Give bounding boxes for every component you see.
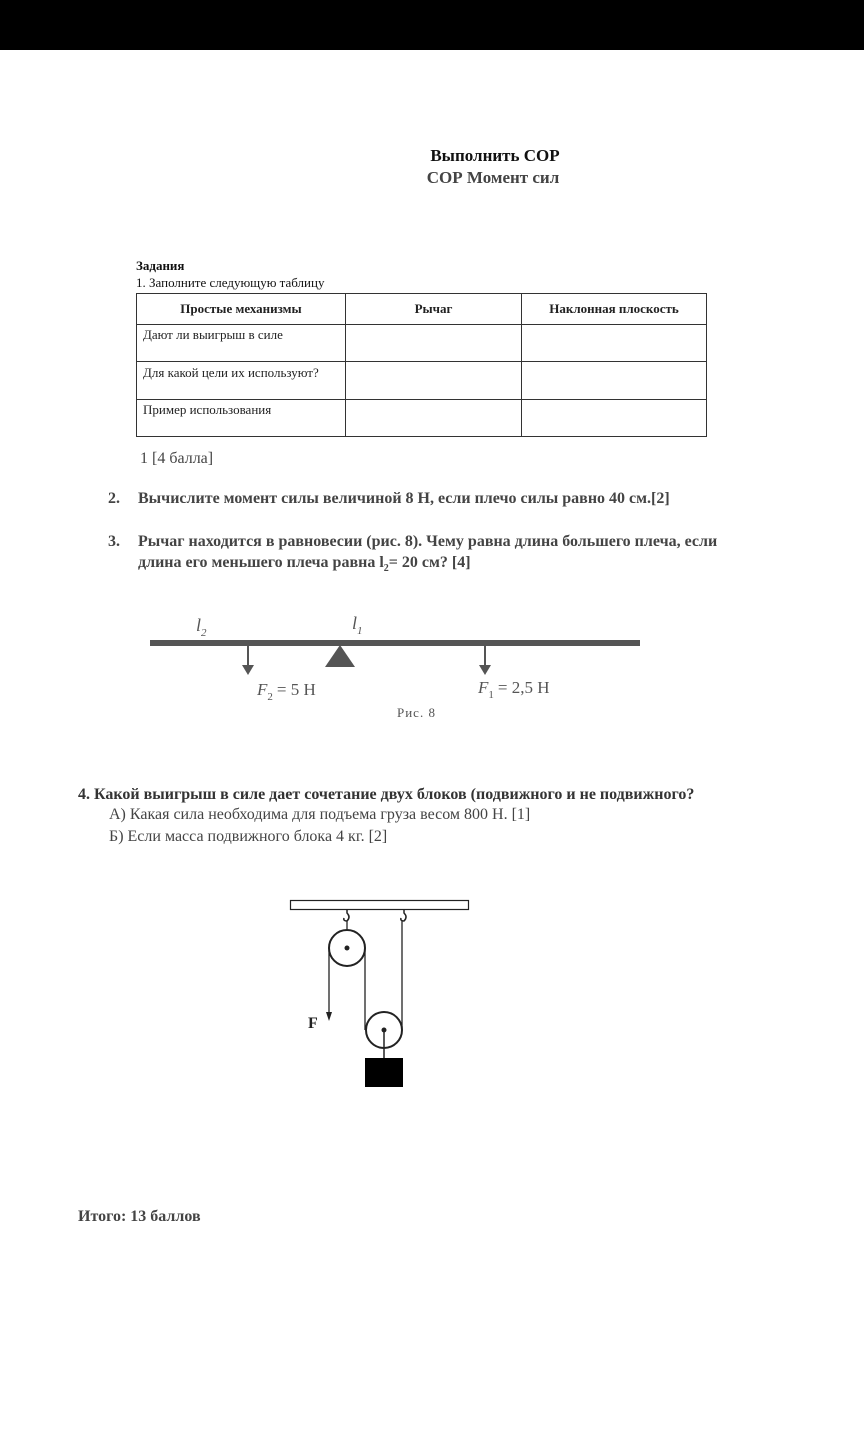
label-l1: $l_1$: [352, 613, 363, 637]
hook-fixed-pulley: [344, 909, 349, 921]
table-cell: [522, 325, 707, 362]
force-label: F: [308, 1015, 318, 1032]
fixed-pulley-axle: [345, 946, 350, 951]
task1-instruction: 1. Заполните следующую таблицу: [136, 275, 325, 290]
label-f1: $F_1 = 2,5$ Н: [478, 678, 550, 701]
question3-line2: [138, 554, 471, 574]
label-f2: $F_2 = 5$ Н: [257, 680, 316, 703]
question3-line2-pre: длина его меньшего плеча равна l: [138, 554, 384, 571]
page-subtitle: СОР Момент сил: [426, 168, 560, 187]
question3-subscript: 2: [383, 563, 389, 575]
pulley-figure: [285, 895, 475, 1095]
table-header-cell: Рычаг: [346, 294, 522, 325]
table-cell: [346, 325, 522, 362]
lever-bar: [150, 640, 640, 646]
question4-text: 4. Какой выигрыш в силе дает сочетание двух блоков (подвижного и не подвижного?: [78, 786, 695, 803]
table-cell: [346, 362, 522, 400]
figure-caption: Рис. 8: [397, 705, 436, 720]
question4-part-b: Б) Если масса подвижного блока 4 кг. [2]: [109, 828, 388, 845]
mechanisms-table: [136, 293, 707, 437]
page-title: Выполнить СОР: [430, 146, 560, 165]
force-f1-arrow-head: [479, 665, 491, 675]
ceiling-beam: [291, 901, 469, 910]
question3-number: 3.: [108, 533, 120, 550]
question2-number: 2.: [108, 490, 120, 507]
fulcrum-triangle: [325, 645, 355, 667]
lever-figure: [140, 605, 660, 725]
force-f2-arrow-head: [242, 665, 254, 675]
label-l2: $l_2$: [196, 615, 207, 639]
table-header-cell: Простые механизмы: [137, 294, 346, 325]
table-cell: [346, 400, 522, 437]
table-row: [137, 362, 707, 400]
table-header-row: [137, 294, 707, 325]
question4-part-a: А) Какая сила необходима для подъема груза весом 800 Н. [1]: [109, 806, 531, 823]
table-cell: Пример использования: [137, 400, 346, 437]
table-cell: Дают ли выигрыш в силе: [137, 325, 346, 362]
hook-rope-anchor: [401, 909, 406, 921]
tasks-heading: Задания: [136, 258, 185, 273]
table-cell: [522, 362, 707, 400]
table-header-cell: Наклонная плоскость: [522, 294, 707, 325]
question2-text: Вычислите момент силы величиной 8 Н, если плечо силы равно 40 см.[2]: [138, 490, 670, 507]
table-row: [137, 400, 707, 437]
force-arrow-head: [326, 1012, 332, 1021]
load-block: [365, 1058, 403, 1087]
question3-line1: Рычаг находится в равновесии (рис. 8). Чему равна длина большего плеча, если: [138, 533, 718, 550]
total-score: Итого: 13 баллов: [78, 1208, 201, 1225]
table-row: [137, 325, 707, 362]
table-cell: [522, 400, 707, 437]
table-cell: Для какой цели их используют?: [137, 362, 346, 400]
question3-line2-post: = 20 см? [4]: [388, 554, 471, 571]
top-black-bar: [0, 0, 864, 50]
task1-score: 1 [4 балла]: [140, 450, 214, 467]
